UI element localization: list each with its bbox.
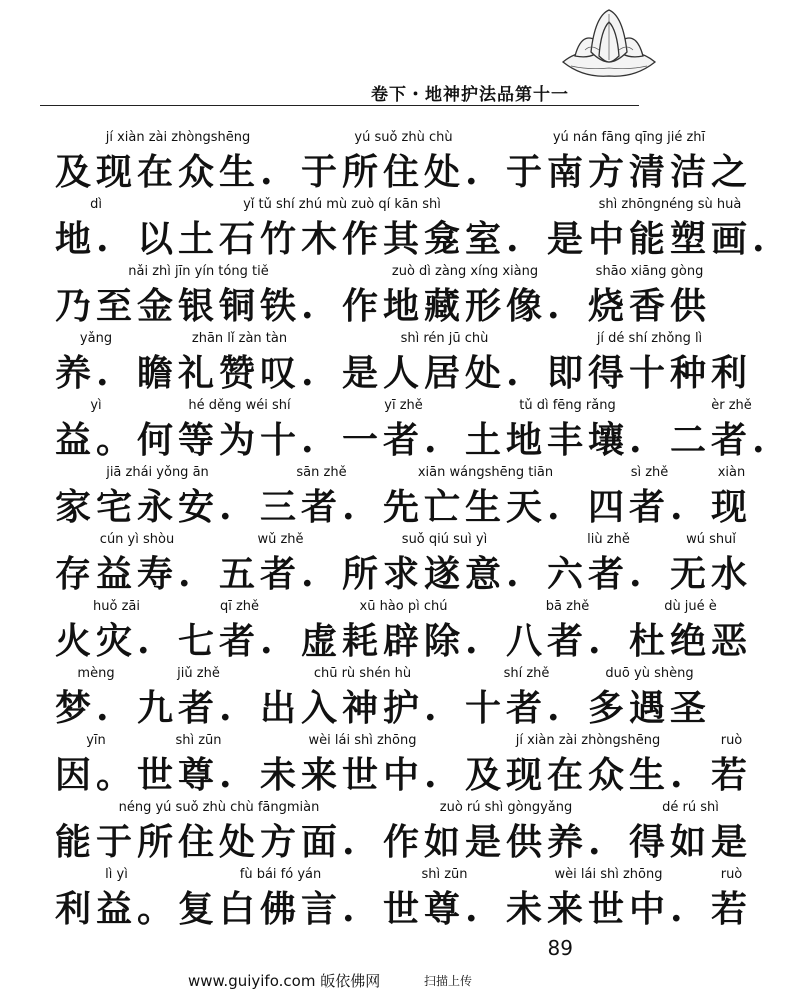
text-segment [711, 465, 752, 531]
text-segment [383, 867, 506, 933]
text-segment [178, 867, 383, 933]
pinyin-annotation: fù bái fó yán [239, 867, 322, 882]
pinyin-annotation: yǎng [79, 331, 113, 346]
text-segment [465, 733, 711, 799]
pinyin-annotation: suǒ qiú suì yì [401, 532, 488, 547]
pinyin-annotation: xiàn [717, 465, 746, 480]
text-segment [711, 867, 752, 933]
chinese-text: 于南方清洁之 [506, 151, 753, 193]
footer-note: 扫描上传 [424, 974, 473, 988]
text-segment [55, 331, 137, 397]
text-segment [465, 666, 588, 732]
chinese-text: 何等为十. [137, 419, 319, 461]
pinyin-annotation: shí zhě [503, 666, 550, 681]
text-segment [301, 599, 506, 665]
text-segment [55, 264, 342, 330]
pinyin-annotation: shì zūn [421, 867, 468, 882]
pinyin-annotation: zhān lǐ zàn tàn [191, 331, 288, 346]
chinese-text: 土地丰壤. [465, 419, 647, 461]
chinese-text: 十者. [465, 687, 565, 729]
pinyin-annotation: shì rén jū chù [400, 331, 489, 346]
chinese-text: 六者. [547, 553, 647, 595]
text-line [55, 197, 770, 263]
chinese-text: 未来世中. [260, 754, 442, 796]
text-segment [55, 599, 178, 665]
pinyin-annotation: nǎi zhì jīn yín tóng tiě [128, 264, 269, 279]
chinese-text: 养. [55, 352, 114, 394]
chinese-text: 所求遂意. [342, 553, 524, 595]
header-rule [40, 105, 639, 106]
chinese-text: 是中能塑画. [547, 218, 770, 260]
chinese-text: 若 [711, 754, 753, 796]
footer-site: www.guiyifo.com 皈依佛网 [188, 972, 381, 990]
text-segment [55, 532, 219, 598]
pinyin-annotation: wèi lái shì zhōng [308, 733, 417, 748]
pinyin-annotation: xiān wángshēng tiān [417, 465, 554, 480]
text-segment [629, 599, 752, 665]
chinese-text: 得如是 [629, 821, 753, 863]
text-segment [506, 599, 629, 665]
pinyin-annotation: huǒ zāi [93, 599, 140, 614]
text-segment [55, 465, 260, 531]
pinyin-annotation: yīn [86, 733, 106, 748]
text-segment [342, 264, 588, 330]
chinese-text: 因。 [55, 754, 138, 796]
chinese-text: 以土石竹木作其龛室. [137, 218, 524, 260]
chinese-text: 先亡生天. [383, 486, 565, 528]
text-segment [301, 130, 506, 196]
chinese-text: 世尊. [137, 754, 237, 796]
pinyin-annotation: yì [90, 398, 102, 413]
pinyin-annotation: jí xiàn zài zhòngshēng [515, 733, 661, 748]
text-segment [547, 197, 793, 263]
text-segment [260, 465, 383, 531]
pinyin-annotation: wèi lái shì zhōng [554, 867, 663, 882]
text-line [55, 733, 753, 799]
pinyin-annotation: hé děng wéi shí [188, 398, 291, 413]
text-line [55, 532, 753, 598]
chinese-text: 火灾. [55, 620, 155, 662]
chinese-text: 作如是供养. [383, 821, 606, 863]
pinyin-annotation: wǔ zhě [257, 532, 304, 547]
pinyin-annotation: bā zhě [545, 599, 590, 614]
chinese-text: 五者. [219, 553, 319, 595]
pinyin-annotation: yī zhě [384, 398, 423, 413]
pinyin-annotation: yǐ tǔ shí zhú mù zuò qí kān shì [243, 197, 441, 212]
text-segment [670, 532, 752, 598]
pinyin-annotation: cún yì shòu [99, 532, 175, 547]
pinyin-annotation: shì zhōngnéng sù huà [598, 197, 742, 212]
chinese-text: 未来世中. [506, 888, 688, 930]
chinese-text: 虚耗辟除. [301, 620, 483, 662]
pinyin-annotation: duō yù shèng [605, 666, 694, 681]
pinyin-annotation: dù jué è [664, 599, 717, 614]
pinyin-annotation: yú suǒ zhù chù [354, 130, 453, 145]
chinese-text: 家宅永安. [55, 486, 237, 528]
chinese-text: 七者. [178, 620, 278, 662]
text-segment [629, 800, 752, 866]
pinyin-annotation: ruò [720, 733, 743, 748]
text-segment [137, 398, 342, 464]
text-line [55, 867, 753, 933]
pinyin-annotation: yú nán fāng qīng jié zhī [552, 130, 706, 145]
chinese-text: 二者. [670, 419, 770, 461]
text-segment [137, 666, 260, 732]
pinyin-annotation: dé rú shì [662, 800, 719, 815]
text-segment [711, 733, 752, 799]
text-segment [178, 599, 301, 665]
text-line [55, 800, 753, 866]
chinese-text: 现 [711, 486, 753, 528]
chinese-text: 乃至金银铜铁. [55, 285, 319, 327]
chinese-text: 地. [55, 218, 114, 260]
text-segment [670, 398, 793, 464]
chinese-text: 一者. [342, 419, 442, 461]
pinyin-annotation: néng yú suǒ zhù chù fāngmiàn [118, 800, 320, 815]
text-segment [506, 130, 752, 196]
text-line [55, 331, 753, 397]
chinese-text: 作地藏形像. [342, 285, 565, 327]
chinese-text: 四者. [588, 486, 688, 528]
text-segment [260, 733, 465, 799]
pinyin-annotation: mèng [77, 666, 115, 681]
text-segment [55, 800, 383, 866]
text-segment [55, 733, 137, 799]
text-segment [383, 465, 588, 531]
pinyin-annotation: jí dé shí zhǒng lì [596, 331, 703, 346]
text-segment [588, 666, 711, 732]
pinyin-annotation: zuò rú shì gòngyǎng [439, 800, 573, 815]
pinyin-annotation: jiā zhái yǒng ān [106, 465, 209, 480]
pinyin-annotation: sì zhě [630, 465, 669, 480]
text-segment [383, 800, 629, 866]
chinese-text: 于所住处. [301, 151, 483, 193]
chinese-text: 三者. [260, 486, 360, 528]
chinese-text: 即得十种利 [547, 352, 753, 394]
pinyin-annotation: shāo xiāng gòng [595, 264, 704, 279]
chinese-text: 是人居处. [342, 352, 524, 394]
pinyin-annotation: liù zhě [587, 532, 630, 547]
chinese-text: 无水 [670, 553, 753, 595]
chinese-text: 出入神护. [260, 687, 442, 729]
text-segment [342, 331, 547, 397]
text-segment [342, 398, 465, 464]
pinyin-annotation: ruò [720, 867, 743, 882]
text-segment [219, 532, 342, 598]
pinyin-annotation: shì zūn [175, 733, 222, 748]
text-segment [506, 867, 711, 933]
text-line [55, 398, 770, 464]
pinyin-annotation: qī zhě [219, 599, 260, 614]
pinyin-annotation: jiǔ zhě [177, 666, 220, 681]
text-segment [55, 398, 137, 464]
text-segment [137, 331, 342, 397]
chinese-text: 益。 [55, 419, 138, 461]
pinyin-annotation: zuò dì zàng xíng xiàng [391, 264, 539, 279]
pinyin-annotation: chū rù shén hù [313, 666, 412, 681]
text-line [55, 465, 753, 531]
chinese-text: 能于所住处方面. [55, 821, 360, 863]
text-segment [588, 264, 711, 330]
chinese-text: 利益。 [55, 888, 179, 930]
chinese-text: 瞻礼赞叹. [137, 352, 319, 394]
text-line [55, 130, 753, 196]
pinyin-annotation: èr zhě [711, 398, 752, 413]
chinese-text: 九者. [137, 687, 237, 729]
text-line [55, 599, 753, 665]
text-segment [547, 532, 670, 598]
text-segment [55, 666, 137, 732]
text-segment [342, 532, 547, 598]
chapter-header: 卷下・地神护法品第十一 [371, 85, 569, 105]
chinese-text: 存益寿. [55, 553, 196, 595]
pinyin-annotation: tǔ dì fēng rǎng [519, 398, 616, 413]
pinyin-annotation: jí xiàn zài zhòngshēng [105, 130, 251, 145]
text-line [55, 264, 712, 330]
pinyin-annotation: sān zhě [296, 465, 347, 480]
text-segment [55, 867, 178, 933]
text-line [55, 666, 712, 732]
text-segment [137, 197, 547, 263]
text-segment [465, 398, 670, 464]
chinese-text: 烧香供 [588, 285, 712, 327]
page-number: 89 [547, 936, 573, 960]
chinese-text: 梦. [55, 687, 114, 729]
pinyin-annotation: lì yì [105, 867, 128, 882]
text-segment [547, 331, 752, 397]
pinyin-annotation: dì [90, 197, 102, 212]
chinese-text: 世尊. [383, 888, 483, 930]
pinyin-annotation: xū hào pì chú [359, 599, 448, 614]
chinese-text: 八者. [506, 620, 606, 662]
text-segment [55, 130, 301, 196]
text-segment [260, 666, 465, 732]
text-segment [137, 733, 260, 799]
text-segment [588, 465, 711, 531]
chinese-text: 若 [711, 888, 753, 930]
text-segment [55, 197, 137, 263]
lotus-icon [555, 4, 663, 90]
chinese-text: 及现在众生. [465, 754, 688, 796]
chinese-text: 复白佛言. [178, 888, 360, 930]
chinese-text: 多遇圣 [588, 687, 712, 729]
chinese-text: 及现在众生. [55, 151, 278, 193]
chinese-text: 杜绝恶 [629, 620, 753, 662]
pinyin-annotation: wú shuǐ [686, 532, 736, 547]
